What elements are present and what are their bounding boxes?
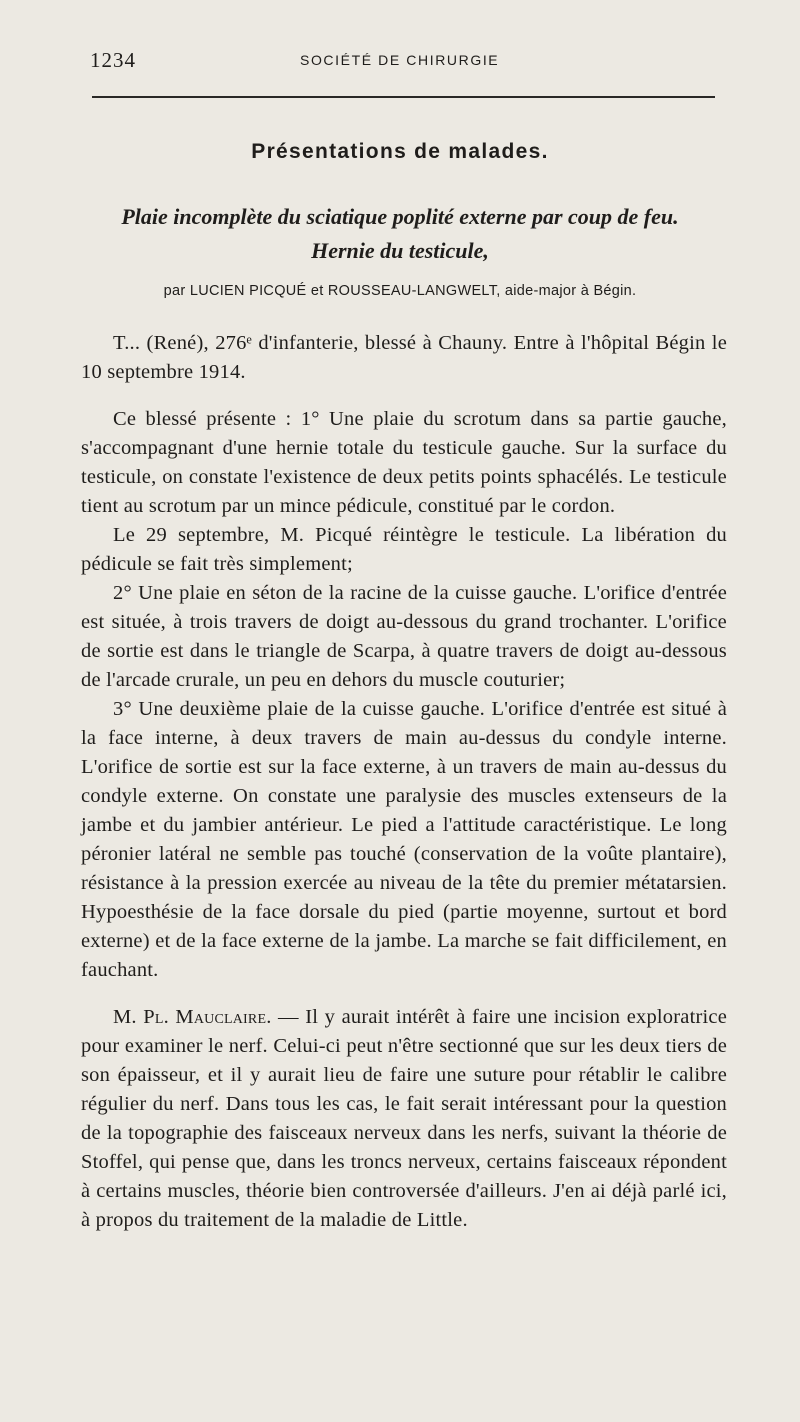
paragraph-reintegration: Le 29 septembre, M. Picqué réintègre le testicule. La libération du pédicule se fait très simplement; [81, 524, 727, 575]
section-heading: Présentations de malades. [251, 140, 549, 163]
discussion-speaker: M. Pl. Mauclaire. [113, 1006, 272, 1028]
article-title-line-1: Plaie incomplète du sciatique poplité externe par coup de feu. [121, 204, 679, 229]
paragraph-discussion [81, 1003, 727, 1235]
discussion-text: — Il y aurait intérêt à faire une incision exploratrice pour examiner le nerf. Celui-ci peut n'être sectionné que sur les deux tiers de son épaisseur, et il y aurait lieu de faire une suture pour rétablir le calibre régulier du nerf. Dans tous les cas, le fait serait intéressant pour la question de la topographie des faisceaux nerveux dans les nerfs, suivant la théorie de Stoffel, qui pense que, dans les troncs nerveux, certains faisceaux répondent à certains muscles, théorie bien controversée d'ailleurs. J'en ai déjà parlé ici, à propos du traitement de la maladie de Little. [81, 1006, 727, 1231]
byline: par LUCIEN PICQUÉ et ROUSSEAU-LANGWELT, aide-major à Bégin. [163, 283, 637, 299]
paragraph-third-wound: 3° Une deuxième plaie de la cuisse gauche. L'orifice d'entrée est situé à la face interne, à deux travers de main au-dessus du condyle interne. L'orifice de sortie est sur la face externe, à un travers de main au-dessus du condyle externe. On constate une paralysie des muscles extenseurs de la jambe et du jambier antérieur. Le pied a l'attitude caractéristique. Le long péronier latéral ne semble pas touché (conservation de la voûte plantaire), résistance à la pression exercée au niveau de la tête du premier métatarsien. Hypoesthésie de la face dorsale du pied (partie moyenne, surtout et bord externe) et de la face externe de la jambe. La marche se fait difficilement, en fauchant. [81, 698, 727, 981]
header-rule [92, 96, 715, 98]
journal-title: SOCIÉTÉ DE CHIRURGIE [300, 52, 500, 68]
article-title-line-2: Hernie du testicule, [311, 238, 489, 263]
article-body [81, 329, 727, 1235]
paragraph-second-wound: 2° Une plaie en séton de la racine de la cuisse gauche. L'orifice d'entrée est située, à trois travers de doigt au-dessous du grand trochanter. L'orifice de sortie est dans le triangle de Scarpa, à quatre travers de doigt au-dessous de l'arcade crurale, un peu en dehors du muscle couturier; [81, 582, 727, 691]
article-title [0, 200, 800, 268]
page-number: 1234 [90, 48, 136, 72]
paragraph-first-wound: Ce blessé présente : 1° Une plaie du scrotum dans sa partie gauche, s'accompagnant d'une hernie totale du testicule gauche. Sur la surface du testicule, on constate l'existence de deux petits points sphacélés. Le testicule tient au scrotum par un mince pédicule, constitué par le cordon. [81, 408, 727, 517]
paragraph-case-intro: T... (René), 276ᵉ d'infanterie, blessé à Chauny. Entre à l'hôpital Bégin le 10 septembre 1914. [81, 332, 727, 383]
running-head [90, 48, 720, 74]
